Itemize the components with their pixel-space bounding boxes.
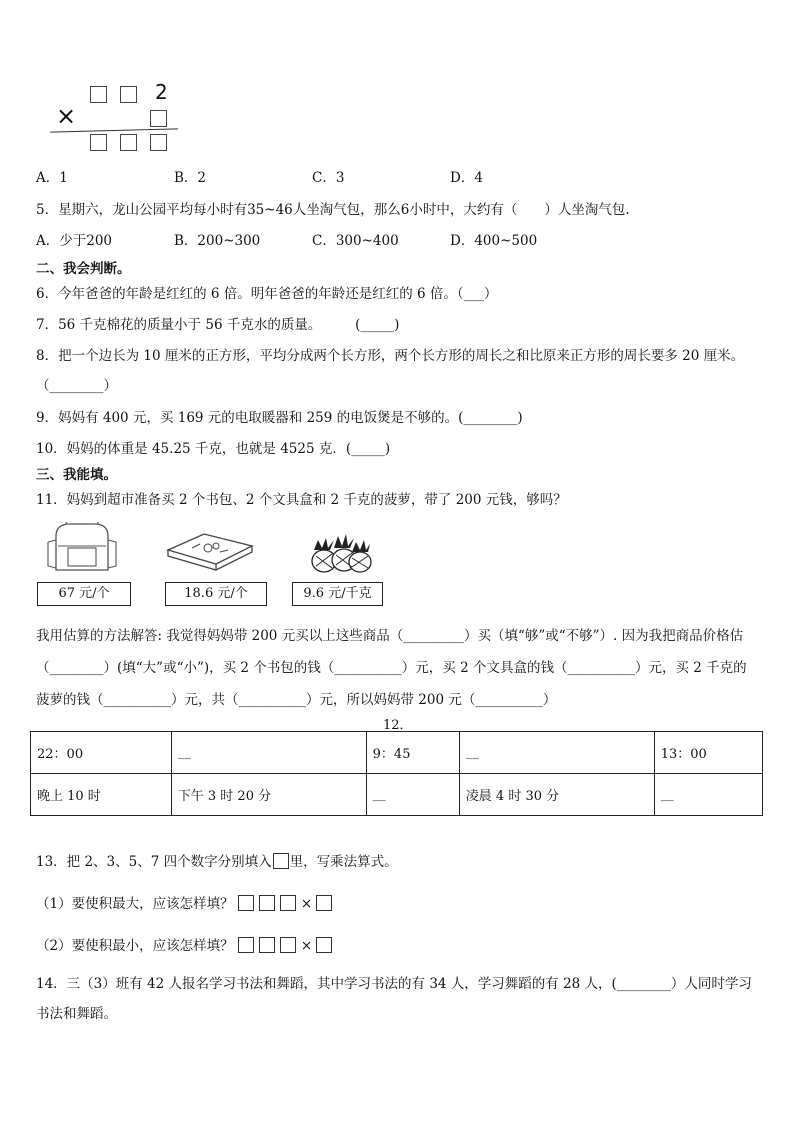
multiplication-puzzle [48, 80, 188, 156]
times-sign: × [300, 938, 313, 954]
table-cell[interactable]: __ [459, 732, 654, 774]
question-6: 6．今年爸爸的年龄是红红的 6 倍。明年爸爸的年龄还是红红的 6 倍。（___） [36, 286, 498, 302]
question-9: 9．妈妈有 400 元，买 169 元的电取暖器和 259 的电饭煲是不够的。(________) [36, 410, 523, 426]
answer-box[interactable] [238, 895, 254, 911]
table-row [31, 774, 763, 816]
puzzle-box [90, 86, 107, 103]
puzzle-box [90, 134, 107, 151]
table-cell: 凌晨 4 时 30 分 [459, 774, 654, 816]
option-a[interactable]: A．少于200 [36, 233, 113, 249]
option-b[interactable]: B．200~300 [174, 233, 261, 249]
table-row [31, 732, 763, 774]
option-b[interactable]: B．2 [174, 170, 207, 186]
q11-answer-line: （________）(填“大”或“小”)，买 2 个书包的钱（__________）元，买 2 个文具盒的钱（__________）元，买 2 千克的 [36, 660, 747, 676]
puzzle-box [120, 134, 137, 151]
puzzle-box [120, 86, 137, 103]
price-tag-backpack: 67 元/个 [37, 582, 131, 606]
question-13 [36, 850, 398, 870]
option-c[interactable]: C．300~400 [312, 233, 399, 249]
question-8: 8．把一个边长为 10 厘米的正方形，平均分成两个长方形，两个长方形的周长之和比原来正方形的周长要多 20 厘米。 [36, 348, 745, 364]
times-sign: × [300, 896, 313, 912]
price-tag-pencil-case: 18.6 元/个 [165, 582, 267, 606]
q5-options [36, 229, 537, 249]
table-cell: 下午 3 时 20 分 [171, 774, 366, 816]
question-12-number: 12． [383, 718, 413, 733]
answer-box [273, 853, 289, 869]
table-cell: 13：00 [654, 732, 762, 774]
answer-box[interactable] [280, 895, 296, 911]
option-c[interactable]: C．3 [312, 170, 345, 186]
q11-answer-line: 我用估算的方法解答: 我觉得妈妈带 200 元买以上这些商品（_________）买（填“够”或“不够”）. 因为我把商品价格估 [36, 628, 744, 644]
answer-box[interactable] [316, 937, 332, 953]
question-7: 7．56 千克棉花的质量小于 56 千克水的质量。 (_____) [36, 317, 400, 333]
answer-box[interactable] [259, 895, 275, 911]
table-cell: 晚上 10 时 [31, 774, 172, 816]
table-cell: 9：45 [366, 732, 459, 774]
question-5: 5．星期六，龙山公园平均每小时有35~46人坐淘气包，那么6小时中，大约有（ ）人坐淘气包. [36, 202, 630, 218]
option-a[interactable]: A．1 [36, 170, 68, 186]
table-cell[interactable]: __ [171, 732, 366, 774]
table-cell: 22：00 [31, 732, 172, 774]
q13-text: 里，写乘法算式。 [289, 854, 398, 870]
question-8-blank[interactable]: （________） [36, 378, 117, 394]
price-tag-pineapple: 9.6 元/千克 [292, 582, 383, 606]
pencil-case-icon [164, 530, 256, 574]
answer-box[interactable] [316, 895, 332, 911]
backpack-icon [44, 522, 120, 574]
option-d[interactable]: D．4 [450, 170, 483, 186]
table-cell[interactable]: __ [366, 774, 459, 816]
q4-options [36, 166, 483, 186]
puzzle-box [150, 110, 167, 127]
time-conversion-table [30, 731, 763, 816]
q13-text: 13．把 2、3、5、7 四个数字分别填入 [36, 854, 272, 870]
q13-sub-text: （2）要使积最小，应该怎样填？ [36, 938, 234, 954]
q11-answer-line: 菠萝的钱（__________）元，共（__________）元，所以妈妈带 200 元（__________） [36, 692, 557, 708]
pineapple-icon [308, 534, 374, 574]
answer-box[interactable] [259, 937, 275, 953]
q13-sub-text: （1）要使积最大，应该怎样填？ [36, 896, 234, 912]
section-heading: 三、我能填。 [36, 467, 117, 483]
question-10: 10．妈妈的体重是 45.25 千克，也就是 4525 克．(_____) [36, 441, 391, 457]
question-14-cont: 书法和舞蹈。 [36, 1006, 117, 1022]
q13-part-1 [36, 892, 337, 912]
puzzle-box [150, 134, 167, 151]
q13-part-2 [36, 934, 337, 954]
answer-box[interactable] [280, 937, 296, 953]
question-11: 11．妈妈到超市准备买 2 个书包、2 个文具盒和 2 千克的菠萝，带了 200 元钱，够吗？ [36, 492, 567, 508]
answer-box[interactable] [238, 937, 254, 953]
option-d[interactable]: D．400~500 [450, 233, 538, 249]
times-sign: × [56, 102, 77, 130]
question-14: 14．三（3）班有 42 人报名学习书法和舞蹈，其中学习书法的有 34 人，学习舞蹈的有 28 人，(________）人同时学习 [36, 976, 752, 992]
puzzle-digit: 2 [155, 80, 168, 104]
section-heading: 二、我会判断。 [36, 261, 131, 277]
table-cell[interactable]: __ [654, 774, 762, 816]
